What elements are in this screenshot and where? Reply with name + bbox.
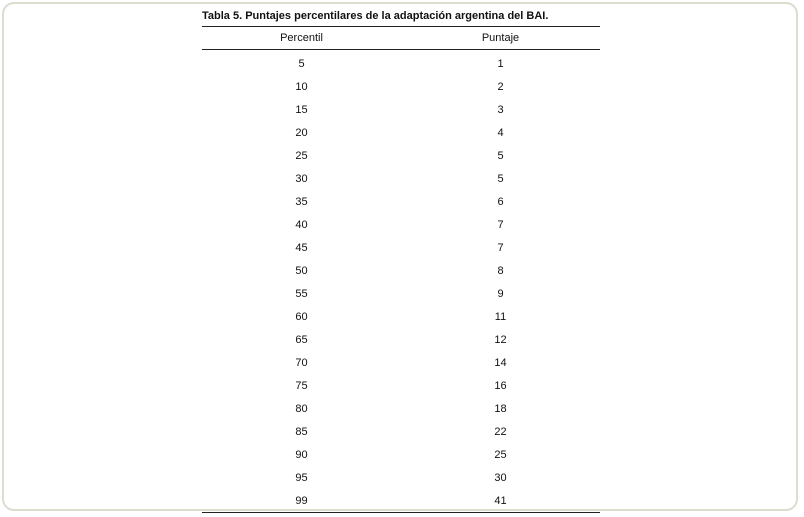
cell-puntaje: 12 [494, 333, 507, 346]
table-row [202, 167, 600, 190]
cell-percentil: 25 [295, 149, 308, 162]
cell-puntaje: 11 [494, 310, 507, 323]
table-row [202, 397, 600, 420]
cell-percentil: 75 [295, 379, 308, 392]
cell-puntaje: 3 [497, 103, 504, 116]
cell-puntaje: 25 [494, 448, 507, 461]
cell-percentil: 65 [295, 333, 308, 346]
cell-puntaje: 41 [494, 494, 507, 507]
table-row [202, 50, 600, 76]
cell-puntaje: 14 [494, 356, 507, 369]
table-row [202, 374, 600, 397]
cell-puntaje: 7 [497, 241, 504, 254]
cell-puntaje: 6 [497, 195, 504, 208]
table-row [202, 144, 600, 167]
cell-puntaje: 5 [497, 172, 504, 185]
column-header-percentil: Percentil [280, 32, 323, 44]
cell-puntaje: 8 [497, 264, 504, 277]
table-row [202, 420, 600, 443]
table-row [202, 259, 600, 282]
cell-puntaje: 7 [497, 218, 504, 231]
cell-percentil: 45 [295, 241, 308, 254]
cell-puntaje: 22 [494, 425, 507, 438]
table-row [202, 351, 600, 374]
cell-percentil: 30 [295, 172, 308, 185]
table-row [202, 98, 600, 121]
cell-percentil: 35 [295, 195, 308, 208]
cell-percentil: 80 [295, 402, 308, 415]
table-row [202, 282, 600, 305]
cell-percentil: 40 [295, 218, 308, 231]
cell-puntaje: 1 [497, 57, 504, 70]
cell-percentil: 10 [295, 80, 308, 93]
table-header-row [202, 27, 600, 50]
table-row [202, 489, 600, 513]
cell-percentil: 85 [295, 425, 308, 438]
table-row [202, 75, 600, 98]
cell-puntaje: 9 [497, 287, 504, 300]
percentile-table [202, 26, 600, 513]
column-header-puntaje: Puntaje [481, 32, 520, 44]
cell-puntaje: 16 [494, 379, 507, 392]
cell-percentil: 60 [295, 310, 308, 323]
cell-percentil: 55 [295, 287, 308, 300]
cell-percentil: 50 [295, 264, 308, 277]
table-body [202, 50, 600, 513]
cell-percentil: 20 [295, 126, 308, 139]
cell-percentil: 99 [295, 494, 308, 507]
cell-puntaje: 5 [497, 149, 504, 162]
table-row [202, 236, 600, 259]
cell-percentil: 5 [298, 57, 305, 70]
cell-puntaje: 18 [494, 402, 507, 415]
table-row [202, 328, 600, 351]
table-row [202, 121, 600, 144]
table-row [202, 466, 600, 489]
table-row [202, 190, 600, 213]
cell-puntaje: 30 [494, 471, 507, 484]
cell-percentil: 70 [295, 356, 308, 369]
table-caption: Tabla 5. Puntajes percentilares de la adaptación argentina del BAI. [202, 10, 549, 22]
table-row [202, 213, 600, 236]
cell-puntaje: 2 [497, 80, 504, 93]
table-row [202, 443, 600, 466]
cell-percentil: 90 [295, 448, 308, 461]
cell-percentil: 95 [295, 471, 308, 484]
table-container [202, 9, 600, 513]
cell-puntaje: 4 [497, 126, 504, 139]
table-row [202, 305, 600, 328]
cell-percentil: 15 [295, 103, 308, 116]
